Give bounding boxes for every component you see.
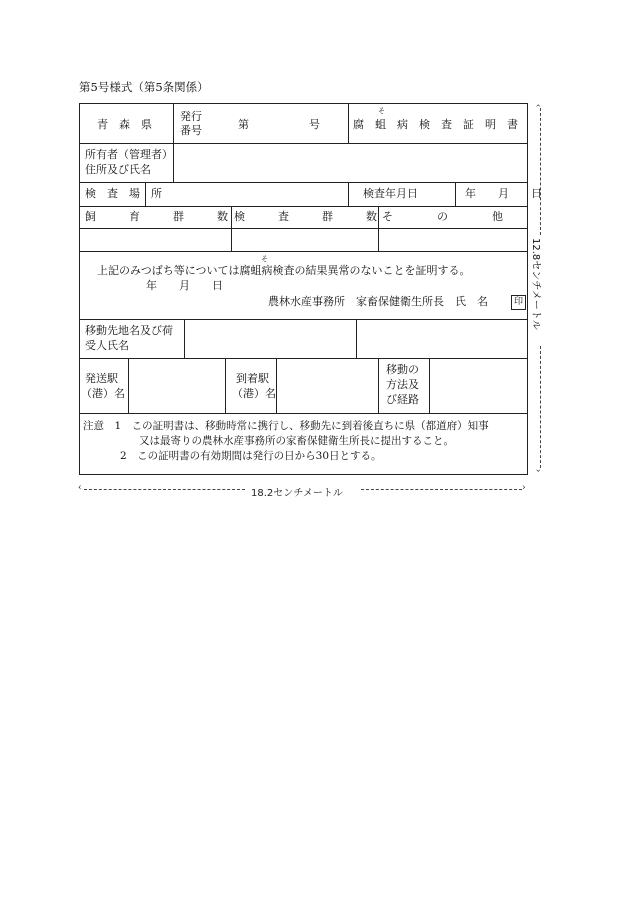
issuer-label: 農林水産事務所 家畜保健衛生所長 氏 名	[268, 295, 488, 308]
width-arrow-left-icon: ‹	[78, 483, 82, 493]
method-label-3: び経路	[386, 393, 419, 406]
inspection-date-label: 検査年月日	[363, 187, 418, 200]
dispatch-station-label-2: （港）名	[81, 387, 125, 400]
arrival-station-label-2: （港）名	[232, 387, 276, 400]
height-dimension-label: 12.8センチメートル	[530, 238, 541, 330]
title-furigana: そ	[378, 107, 385, 115]
note-line-3: 2 この証明書の有効期間は発行の日から30日とする。	[120, 450, 382, 462]
height-dimension-line-bottom	[540, 346, 541, 468]
certification-date: 年 月 日	[146, 279, 223, 292]
method-label-2: 方法及	[386, 378, 419, 391]
method-label-1: 移動の	[386, 363, 419, 376]
width-dimension-line-right	[361, 489, 522, 490]
owner-label-1: 所有者（管理者）	[85, 148, 173, 161]
issue-dai: 第	[238, 118, 249, 131]
issue-go: 号	[309, 118, 320, 131]
note-line-2: 又は最寄りの農林水産事務所の家畜保健衛生所長に提出すること。	[139, 435, 454, 447]
destination-label-1: 移動先地名及び荷	[85, 324, 173, 337]
certification-furigana: そ	[261, 255, 268, 263]
width-dimension-label: 18.2センチメートル	[251, 488, 343, 499]
height-arrow-top-icon: ‹	[532, 103, 543, 108]
width-arrow-right-icon: ›	[522, 483, 526, 493]
certificate-title: 腐 蛆 病 検 査 証 明 書	[353, 118, 518, 131]
width-dimension-line-left	[84, 489, 245, 490]
other-label: そ の 他	[382, 210, 503, 223]
reared-colonies-label: 飼 育 群 数	[85, 210, 228, 223]
arrival-station-label-1: 到着駅	[236, 372, 269, 385]
form-caption: 第5号様式（第5条関係）	[79, 80, 209, 94]
prefecture-label: 青 森 県	[97, 118, 152, 131]
dispatch-station-label-1: 発送駅	[85, 372, 118, 385]
height-arrow-bottom-icon: ›	[532, 468, 543, 473]
destination-label-2: 受人氏名	[85, 339, 129, 352]
inspected-colonies-label: 検 査 群 数	[234, 210, 377, 223]
note-line-1: 注意 1 この証明書は、移動時常に携行し、移動先に到着後直ちに県（都道府）知事	[83, 420, 489, 432]
issue-number-label-2: 番号	[180, 124, 202, 137]
height-dimension-line-top	[540, 108, 541, 235]
certification-text: 上記のみつばち等については腐蛆病検査の結果異常のないことを証明する。	[97, 264, 471, 277]
inspection-date-value: 年 月 日	[465, 187, 542, 200]
inspection-place-label: 検 査 場 所	[85, 187, 162, 200]
seal-mark: 印	[511, 295, 526, 310]
issue-number-label-1: 発行	[180, 110, 202, 123]
owner-label-2: 住所及び氏名	[85, 163, 151, 176]
